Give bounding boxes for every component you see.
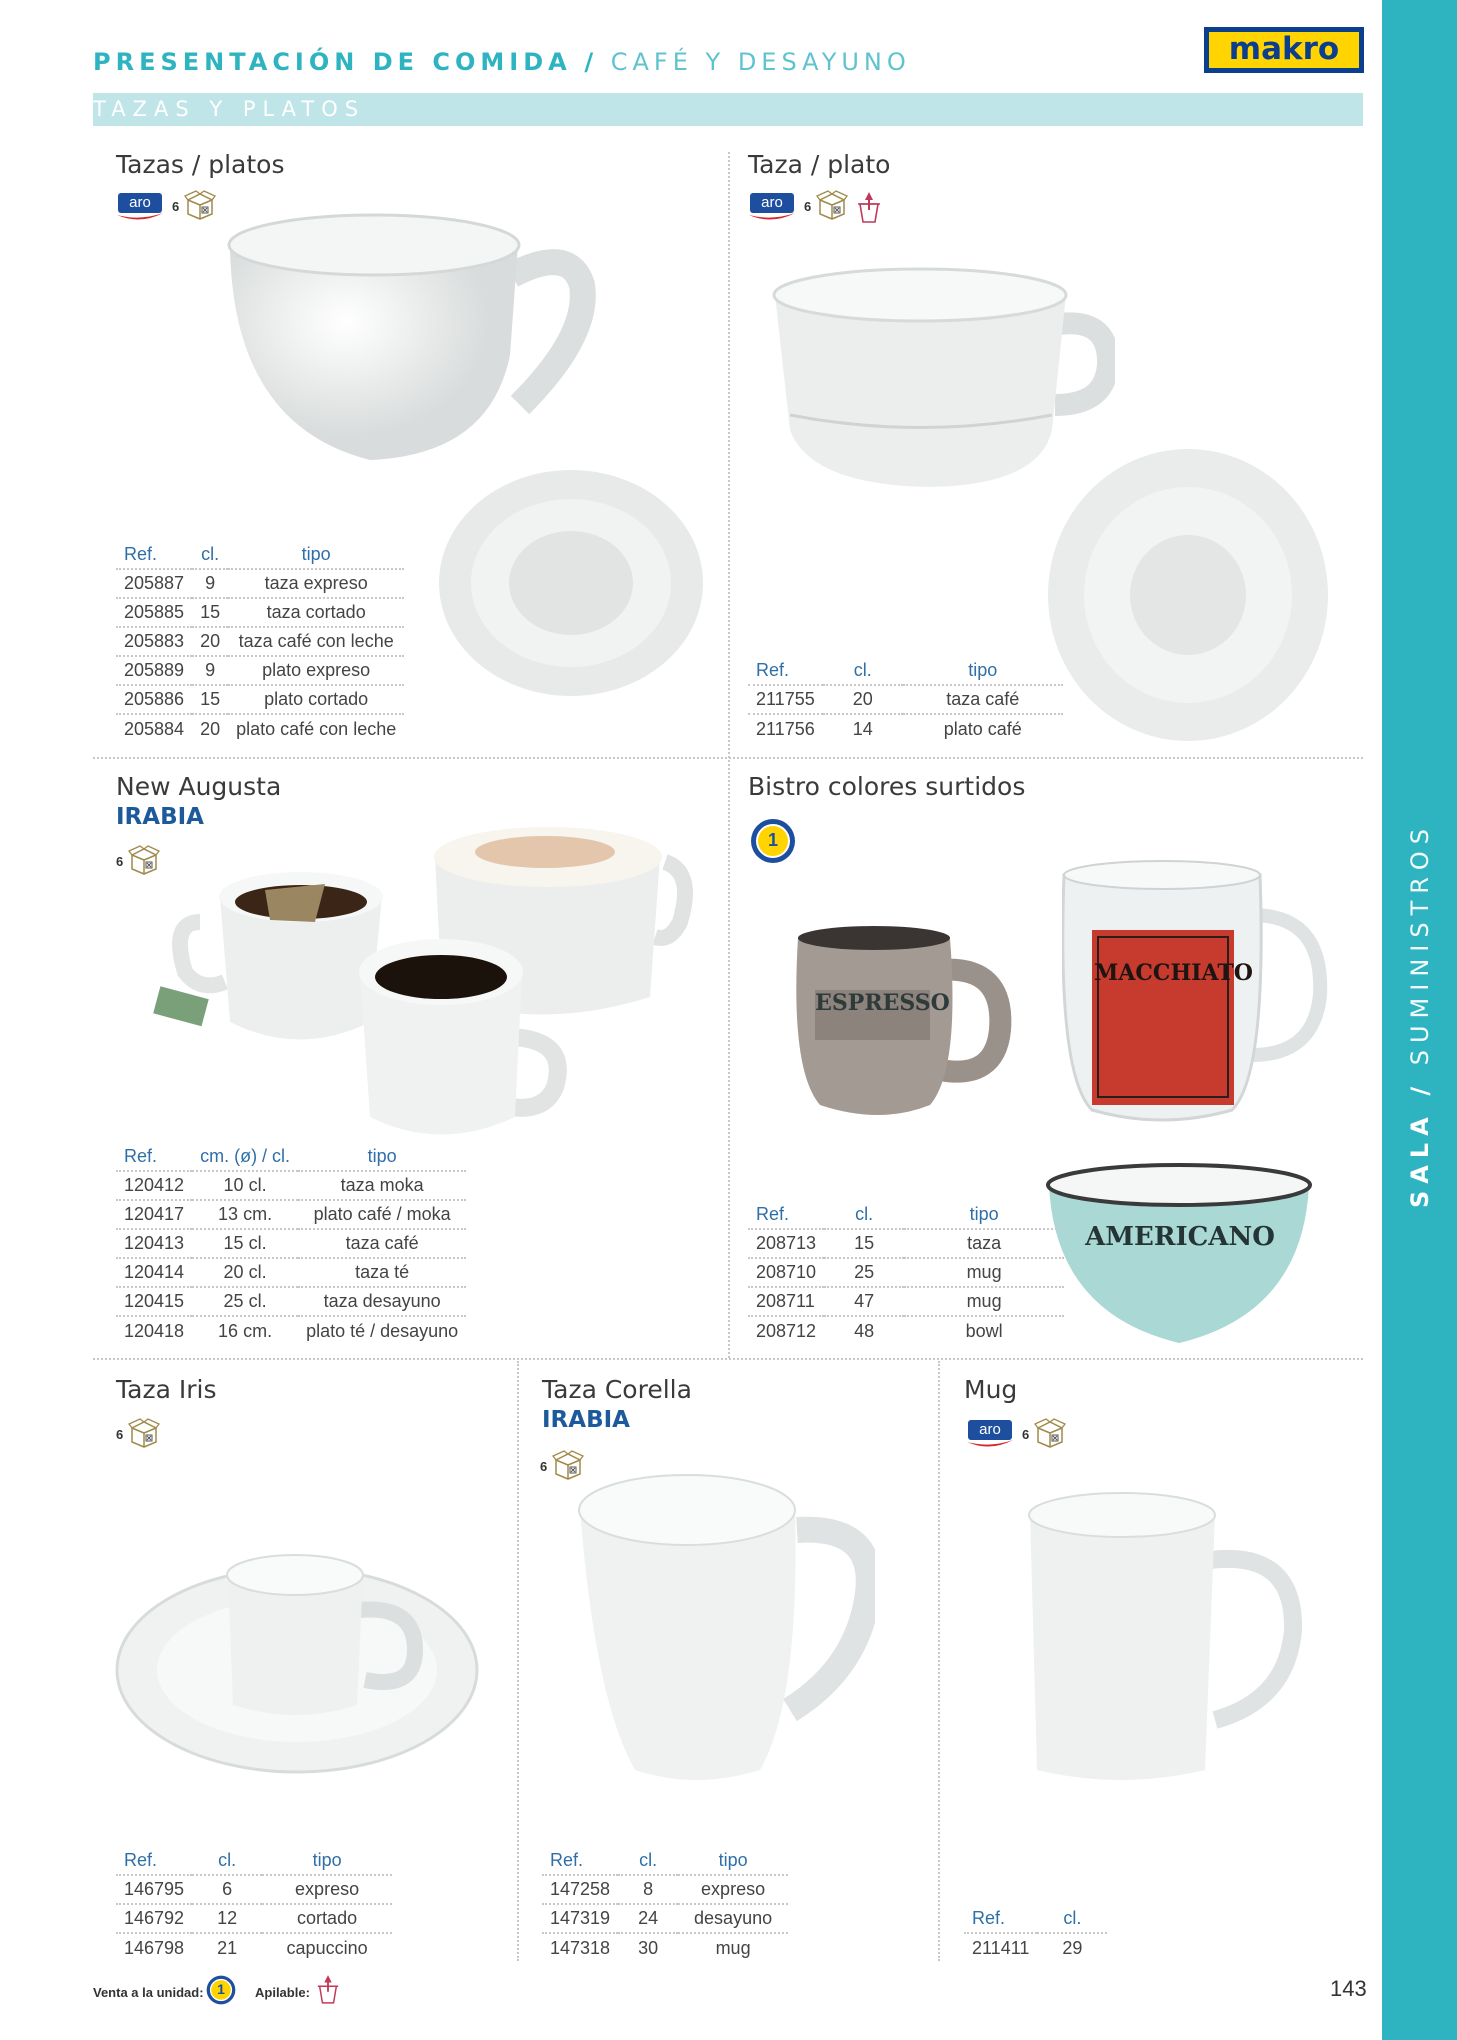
mug-label-americano: AMERICANO bbox=[1085, 1222, 1275, 1252]
corella-mug-illustration bbox=[575, 1470, 875, 1790]
table-row bbox=[116, 1171, 466, 1200]
cell-ref: 208712 bbox=[748, 1316, 824, 1345]
cell-tipo: taza bbox=[904, 1229, 1064, 1258]
cell-cl: 15 bbox=[824, 1229, 904, 1258]
cell-ref: 147318 bbox=[542, 1933, 618, 1962]
makro-logo bbox=[1204, 27, 1364, 73]
table-row bbox=[748, 1258, 1064, 1287]
cell-tipo: taza moka bbox=[298, 1171, 466, 1200]
legend-unit-label: Venta a la unidad: bbox=[93, 1985, 204, 2000]
table-row bbox=[748, 1229, 1064, 1258]
col-ref: Ref. bbox=[124, 1146, 158, 1166]
cell-cl: 20 bbox=[823, 685, 903, 714]
stackable-icon bbox=[315, 1973, 341, 2005]
col-cm: cm. (ø) / cl. bbox=[200, 1146, 291, 1166]
cell-tipo: plato café / moka bbox=[298, 1200, 466, 1229]
aro-label: aro bbox=[750, 193, 794, 213]
box-count: 6 bbox=[172, 199, 180, 214]
mug-illustration bbox=[1025, 1490, 1305, 1790]
cell-tipo: mug bbox=[678, 1933, 788, 1962]
legend-stack-label: Apilable: bbox=[255, 1985, 310, 2000]
cell-cl: 30 bbox=[618, 1933, 678, 1962]
table-row bbox=[116, 569, 404, 598]
table-row bbox=[116, 1200, 466, 1229]
mug-label-espresso: ESPRESSO bbox=[815, 990, 950, 1016]
espresso-mug-illustration bbox=[790, 920, 1020, 1118]
cell-tipo: expreso bbox=[262, 1875, 392, 1904]
saucer-illustration bbox=[437, 468, 705, 698]
cell-cl: 20 bbox=[192, 714, 228, 743]
col-cl: cl. bbox=[1063, 1908, 1082, 1928]
cell-cm: 25 cl. bbox=[192, 1287, 298, 1316]
col-ref: Ref. bbox=[972, 1908, 1006, 1928]
cell-tipo: plato cortado bbox=[228, 685, 404, 714]
cell-cm: 15 cl. bbox=[192, 1229, 298, 1258]
aro-icon bbox=[966, 1420, 1014, 1450]
cell-tipo: mug bbox=[904, 1287, 1064, 1316]
cell-ref: 208713 bbox=[748, 1229, 824, 1258]
cell-ref: 205887 bbox=[116, 569, 192, 598]
spec-table bbox=[748, 657, 1063, 743]
cell-cl: 25 bbox=[824, 1258, 904, 1287]
table-row bbox=[542, 1904, 788, 1933]
col-cl: cl. bbox=[853, 660, 872, 680]
cell-tipo: expreso bbox=[678, 1875, 788, 1904]
page-number: 143 bbox=[1330, 1976, 1367, 2001]
cell-cl: 14 bbox=[823, 714, 903, 743]
table-row bbox=[116, 1316, 466, 1345]
box-count: 6 bbox=[1022, 1427, 1030, 1442]
box-icon bbox=[804, 190, 850, 222]
col-tipo: tipo bbox=[301, 544, 331, 564]
cell-tipo: taza café con leche bbox=[228, 627, 404, 656]
cell-cl: 29 bbox=[1037, 1933, 1107, 1962]
cup-illustration bbox=[220, 205, 600, 475]
title-bold: PRESENTACIÓN DE COMIDA bbox=[93, 48, 572, 76]
divider-v3 bbox=[517, 1361, 519, 1961]
cell-ref: 205885 bbox=[116, 598, 192, 627]
macchiato-glass-illustration bbox=[1062, 855, 1330, 1125]
sidebar-light: SUMINISTROS bbox=[1406, 821, 1434, 1066]
col-ref: Ref. bbox=[550, 1850, 584, 1870]
unit-count: 1 bbox=[217, 1981, 225, 1997]
section-band-label: TAZAS Y PLATOS bbox=[93, 97, 366, 121]
stackable-icon bbox=[855, 190, 883, 224]
table-row bbox=[964, 1933, 1107, 1962]
cell-cl: 15 bbox=[192, 685, 228, 714]
aro-label: aro bbox=[968, 1420, 1012, 1440]
table-row bbox=[116, 627, 404, 656]
col-ref: Ref. bbox=[124, 544, 158, 564]
cell-cl: 48 bbox=[824, 1316, 904, 1345]
divider-v1 bbox=[728, 152, 730, 758]
brand-name: IRABIA bbox=[116, 804, 204, 830]
cell-ref: 146798 bbox=[116, 1933, 192, 1962]
col-ref: Ref. bbox=[124, 1850, 158, 1870]
logo-text: makro bbox=[1207, 30, 1361, 70]
box-count: 6 bbox=[116, 854, 124, 869]
sidebar-bold: SALA bbox=[1406, 1110, 1434, 1209]
cell-ref: 211756 bbox=[748, 714, 823, 743]
brand-name: IRABIA bbox=[542, 1407, 630, 1433]
cell-tipo: cortado bbox=[262, 1904, 392, 1933]
product-title: Bistro colores surtidos bbox=[748, 772, 1026, 801]
cell-tipo: desayuno bbox=[678, 1904, 788, 1933]
table-row bbox=[748, 714, 1063, 743]
col-ref: Ref. bbox=[756, 1204, 790, 1224]
table-row bbox=[116, 1287, 466, 1316]
cell-ref: 211411 bbox=[964, 1933, 1037, 1962]
col-cl: cl. bbox=[218, 1850, 237, 1870]
table-row bbox=[542, 1875, 788, 1904]
section-band bbox=[93, 93, 1363, 126]
table-row bbox=[748, 1316, 1064, 1345]
cell-ref: 211755 bbox=[748, 685, 823, 714]
title-light: CAFÉ Y DESAYUNO bbox=[610, 48, 911, 76]
col-tipo: tipo bbox=[718, 1850, 748, 1870]
col-tipo: tipo bbox=[367, 1146, 397, 1166]
col-tipo: tipo bbox=[968, 660, 998, 680]
table-row bbox=[116, 1229, 466, 1258]
cell-cl: 6 bbox=[192, 1875, 262, 1904]
spec-table bbox=[542, 1847, 788, 1962]
americano-bowl-illustration bbox=[1045, 1163, 1313, 1345]
cell-ref: 208711 bbox=[748, 1287, 824, 1316]
title-separator: / bbox=[584, 48, 599, 76]
col-cl: cl. bbox=[201, 544, 220, 564]
cell-cm: 10 cl. bbox=[192, 1171, 298, 1200]
cell-tipo: mug bbox=[904, 1258, 1064, 1287]
divider-h1 bbox=[93, 757, 1363, 759]
box-count: 6 bbox=[540, 1459, 548, 1474]
divider-v2 bbox=[728, 760, 730, 1358]
cell-tipo: taza café bbox=[903, 685, 1063, 714]
aro-icon bbox=[748, 193, 796, 223]
unit-sale-icon bbox=[750, 818, 796, 864]
product-title: New Augusta bbox=[116, 772, 282, 801]
product-title: Tazas / platos bbox=[116, 150, 285, 179]
cell-ref: 120412 bbox=[116, 1171, 192, 1200]
cell-ref: 147319 bbox=[542, 1904, 618, 1933]
product-title: Taza / plato bbox=[748, 150, 891, 179]
cell-ref: 120413 bbox=[116, 1229, 192, 1258]
cell-tipo: bowl bbox=[904, 1316, 1064, 1345]
table-row bbox=[116, 714, 404, 743]
cell-cl: 20 bbox=[192, 627, 228, 656]
mug-label-macchiato: MACCHIATO bbox=[1094, 960, 1253, 986]
box-icon bbox=[172, 190, 218, 222]
cell-ref: 120417 bbox=[116, 1200, 192, 1229]
cell-ref: 146795 bbox=[116, 1875, 192, 1904]
cell-tipo: taza cortado bbox=[228, 598, 404, 627]
table-row bbox=[116, 1933, 392, 1962]
cell-ref: 147258 bbox=[542, 1875, 618, 1904]
cell-cl: 9 bbox=[192, 656, 228, 685]
cell-tipo: taza café bbox=[298, 1229, 466, 1258]
cell-cm: 20 cl. bbox=[192, 1258, 298, 1287]
cell-cl: 21 bbox=[192, 1933, 262, 1962]
aro-label: aro bbox=[118, 193, 162, 213]
aro-icon bbox=[116, 193, 164, 223]
cell-ref: 146792 bbox=[116, 1904, 192, 1933]
col-tipo: tipo bbox=[312, 1850, 342, 1870]
box-icon bbox=[1022, 1418, 1068, 1450]
page-title bbox=[93, 48, 911, 76]
box-count: 6 bbox=[804, 199, 812, 214]
spec-table bbox=[748, 1201, 1064, 1345]
cell-tipo: taza expreso bbox=[228, 569, 404, 598]
table-row bbox=[542, 1933, 788, 1962]
cell-cl: 24 bbox=[618, 1904, 678, 1933]
unit-sale-icon bbox=[206, 1975, 236, 2005]
table-row bbox=[116, 1904, 392, 1933]
cell-ref: 205886 bbox=[116, 685, 192, 714]
cell-cl: 15 bbox=[192, 598, 228, 627]
col-ref: Ref. bbox=[756, 660, 790, 680]
cell-cl: 8 bbox=[618, 1875, 678, 1904]
product-title: Taza Corella bbox=[542, 1375, 692, 1404]
cell-tipo: plato café bbox=[903, 714, 1063, 743]
cell-cl: 9 bbox=[192, 569, 228, 598]
cell-ref: 120414 bbox=[116, 1258, 192, 1287]
cell-tipo: plato café con leche bbox=[228, 714, 404, 743]
col-cl: cl. bbox=[855, 1204, 874, 1224]
cell-ref: 205883 bbox=[116, 627, 192, 656]
product-title: Taza Iris bbox=[116, 1375, 217, 1404]
espresso-cup-saucer-illustration bbox=[115, 1550, 480, 1790]
cell-ref: 205884 bbox=[116, 714, 192, 743]
divider-h2 bbox=[93, 1358, 1363, 1360]
product-title: Mug bbox=[964, 1375, 1018, 1404]
table-row bbox=[116, 598, 404, 627]
cell-cm: 16 cm. bbox=[192, 1316, 298, 1345]
spec-table bbox=[116, 541, 404, 743]
cell-tipo: plato té / desayuno bbox=[298, 1316, 466, 1345]
cell-ref: 205889 bbox=[116, 656, 192, 685]
cell-tipo: taza desayuno bbox=[298, 1287, 466, 1316]
spec-table bbox=[116, 1143, 466, 1345]
cell-cm: 13 cm. bbox=[192, 1200, 298, 1229]
col-tipo: tipo bbox=[969, 1204, 999, 1224]
table-row bbox=[116, 1875, 392, 1904]
cell-ref: 208710 bbox=[748, 1258, 824, 1287]
col-cl: cl. bbox=[639, 1850, 658, 1870]
cups-illustration bbox=[150, 822, 695, 1147]
saucer-illustration bbox=[1047, 448, 1330, 743]
sidebar-section-label bbox=[1406, 822, 1434, 1208]
cell-ref: 120415 bbox=[116, 1287, 192, 1316]
box-icon bbox=[116, 1418, 162, 1450]
table-row bbox=[116, 685, 404, 714]
spec-table bbox=[964, 1905, 1107, 1962]
sidebar-separator: / bbox=[1406, 1079, 1434, 1096]
spec-table bbox=[116, 1847, 392, 1962]
table-row bbox=[116, 1258, 466, 1287]
box-count: 6 bbox=[116, 1427, 124, 1442]
cell-tipo: plato expreso bbox=[228, 656, 404, 685]
cell-tipo: capuccino bbox=[262, 1933, 392, 1962]
unit-count: 1 bbox=[767, 830, 778, 850]
cell-tipo: taza té bbox=[298, 1258, 466, 1287]
cell-cl: 12 bbox=[192, 1904, 262, 1933]
table-row bbox=[748, 1287, 1064, 1316]
cell-cl: 47 bbox=[824, 1287, 904, 1316]
divider-v4 bbox=[938, 1361, 940, 1961]
table-row bbox=[116, 656, 404, 685]
cell-ref: 120418 bbox=[116, 1316, 192, 1345]
table-row bbox=[748, 685, 1063, 714]
